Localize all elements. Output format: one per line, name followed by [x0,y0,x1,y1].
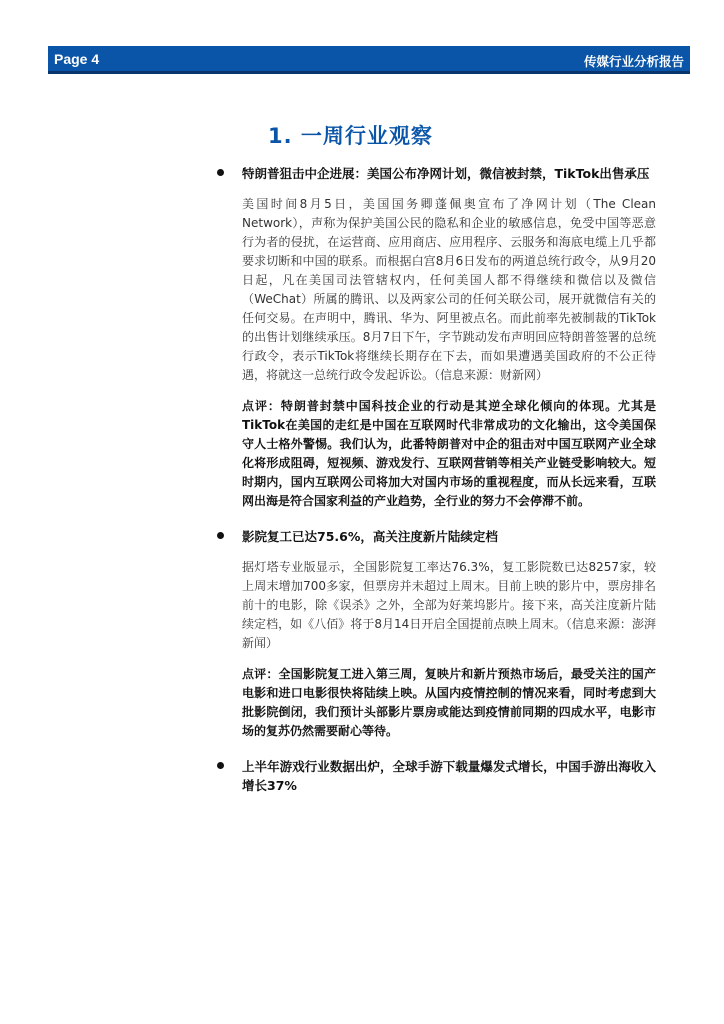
bullet-icon [217,532,224,539]
news-item [242,757,656,795]
news-heading: 特朗普狙击中企进展：美国公布净网计划，微信被封禁，TikTok出售承压 [242,166,650,181]
news-heading: 上半年游戏行业数据出炉，全球手游下载量爆发式增长，中国手游出海收入增长37% [242,759,656,793]
news-comment: 点评：全国影院复工进入第三周，复映片和新片预热市场后，最受关注的国产电影和进口电影很快将陆续上映。从国内疫情控制的情况来看，同时考虑到大批影院倒闭，我们预计头部影片票房或能达到疫情前同期的四成水平，电影市场的复苏仍然需要耐心等待。 [242,667,656,738]
news-body: 据灯塔专业版显示，全国影院复工率达76.3%，复工影院数已达8257家，较上周末增加700多家，但票房并未超过上周末。目前上映的影片中，票房排名前十的电影，除《误杀》之外，全部为好莱坞影片。接下来，高关注度新片陆续定档，如《八佰》将于8月14日开启全国提前点映上周末。（信息来源：澎湃新闻） [242,560,656,650]
news-item [242,164,656,183]
news-heading: 影院复工已达75.6%，高关注度新片陆续定档 [242,529,498,544]
report-title: 传媒行业分析报告 [583,54,684,69]
page-number: Page 4 [54,51,100,67]
page-header-bar [48,46,690,74]
news-body: 美国时间8月5日，美国国务卿蓬佩奥宣布了净网计划（The Clean Network），声称为保护美国公民的隐私和企业的敏感信息，免受中国等恶意行为者的侵扰，在运营商、应用商店、应用程序、云服务和海底电缆上几乎都要求切断和中国的联系。而根据白宫8月6日发布的两道总统行政令，从9月20日起，凡在美国司法管辖权内，任何美国人都不得继续和微信以及微信（WeChat）所属的腾讯、以及两家公司的任何关联公司，展开就微信有关的任何交易。在声明中，腾讯、华为、阿里被点名。而此前率先被制裁的TikTok的出售计划继续承压。8月7日下午，字节跳动发布声明回应特朗普签署的总统行政令，表示TikTok将继续长期存在下去，而如果遭遇美国政府的不公正待遇，将就这一总统行政令发起诉讼。（信息来源：财新网） [242,197,656,382]
bullet-icon [217,169,224,176]
article-content [242,164,656,795]
bullet-icon [217,762,224,769]
news-item [242,527,656,546]
news-comment: 点评：特朗普封禁中国科技企业的行动是其逆全球化倾向的体现。尤其是TikTok在美国的走红是中国在互联网时代非常成功的文化输出，这令美国保守人士格外警惕。我们认为，此番特朗普对中企的狙击对中国互联网产业全球化将形成阻碍，短视频、游戏发行、互联网营销等相关产业链受影响较大。短时期内，国内互联网公司将加大对国内市场的重视程度，而从长远来看，互联网出海是符合国家利益的产业趋势，全行业的努力不会停滞不前。 [242,399,656,508]
section-title: 1. 一周行业观察 [268,124,433,148]
